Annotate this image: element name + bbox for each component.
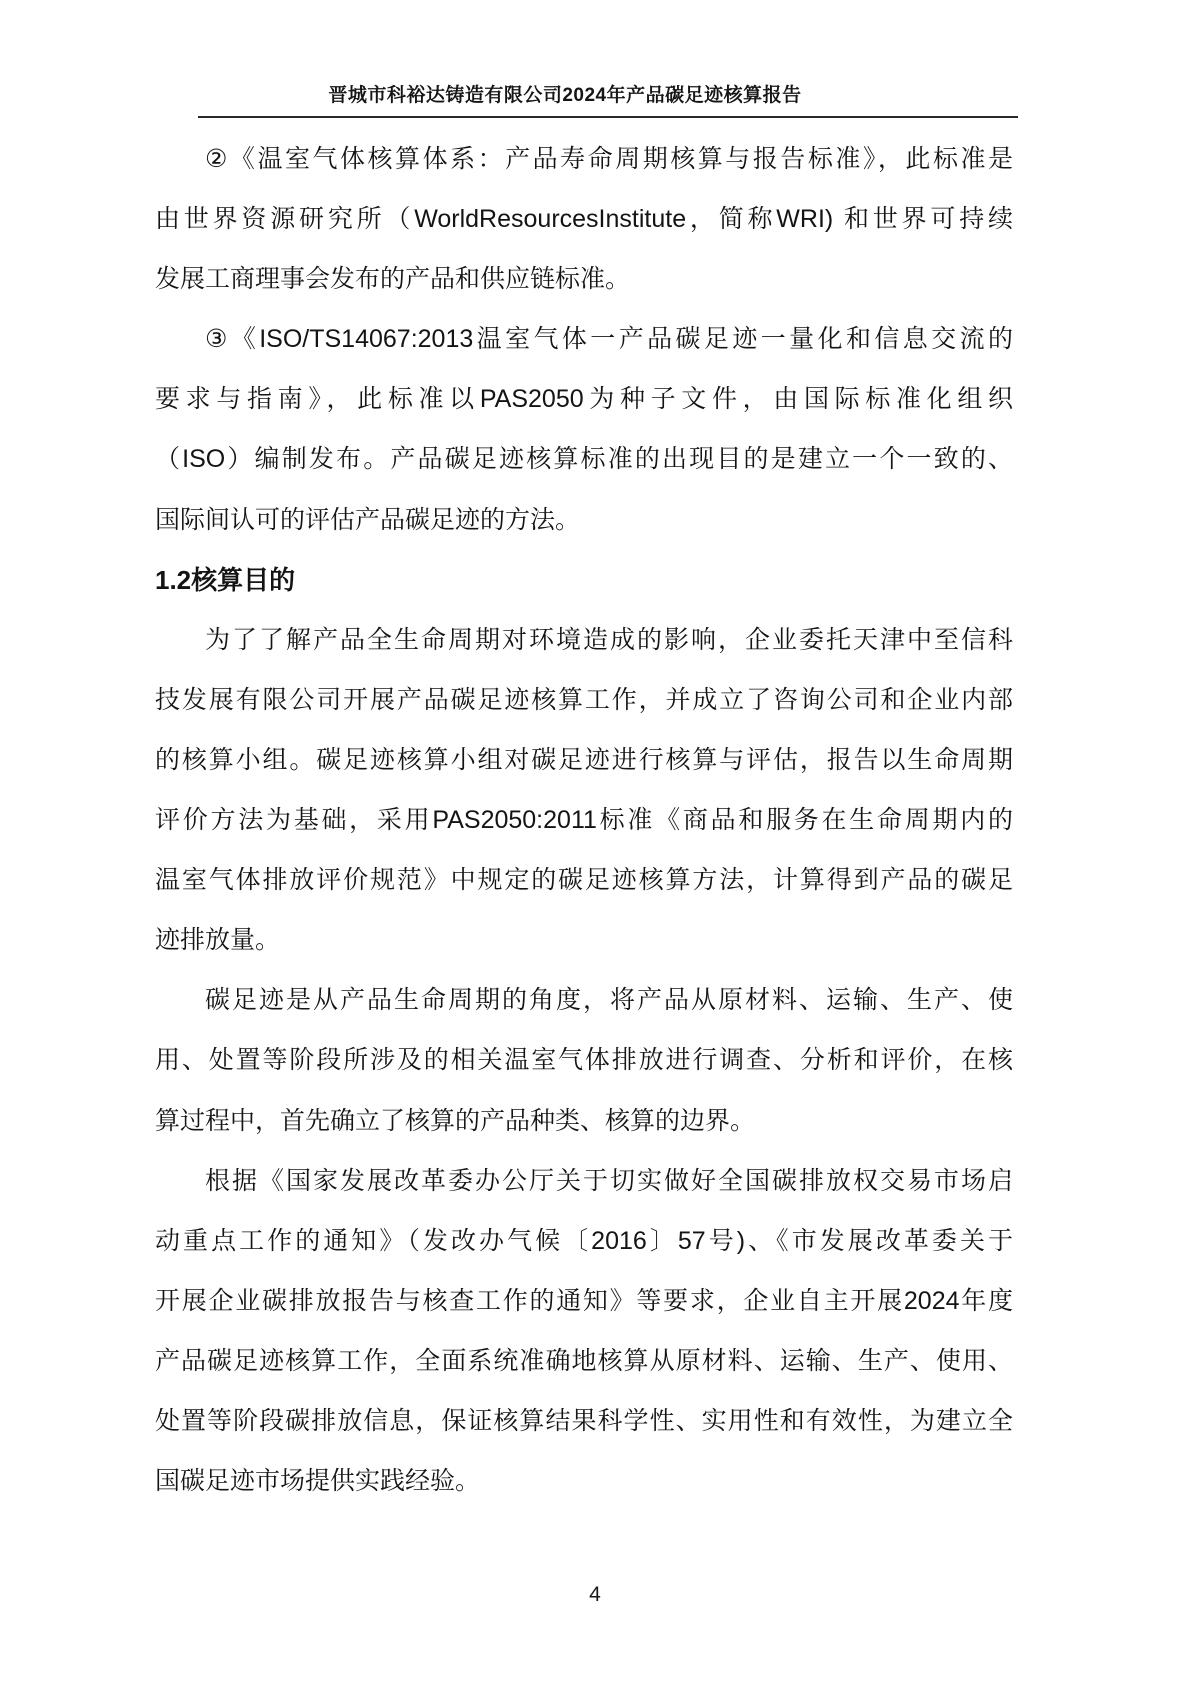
paragraph-line: 产品碳足迹核算工作，全面系统准确地核算从原材料、运输、生产、使用、 (155, 1346, 1013, 1375)
header-divider (198, 116, 1018, 118)
paragraph-line: （ISO）编制发布。产品碳足迹核算标准的出现目的是建立一个一致的、 (155, 445, 1013, 474)
paragraph-line: ③《ISO/TS14067:2013温室气体一产品碳足迹一量化和信息交流的 (205, 325, 1013, 354)
paragraph-line: 迹排放量。 (155, 926, 281, 955)
paragraph-line: 要求与指南》，此标准以PAS2050为种子文件，由国际标准化组织 (155, 385, 1013, 414)
paragraph-line: 国际间认可的评估产品碳足迹的方法。 (155, 505, 581, 534)
paragraph-line: ②《温室气体核算体系：产品寿命周期核算与报告标准》，此标准是 (205, 145, 1013, 173)
paragraph-line: 碳足迹是从产品生命周期的角度，将产品从原材料、运输、生产、使 (205, 986, 1013, 1015)
section-heading: 1.2核算目的 (155, 564, 296, 595)
paragraph-line: 的核算小组。碳足迹核算小组对碳足迹进行核算与评估，报告以生命周期 (155, 745, 1013, 774)
paragraph-line: 根据《国家发展改革委办公厅关于切实做好全国碳排放权交易市场启 (205, 1166, 1013, 1195)
paragraph-line: 开展企业碳排放报告与核查工作的通知》等要求，企业自主开展2024年度 (155, 1286, 1013, 1315)
document-body (155, 129, 1013, 1511)
page-header-title: 晋城市科裕达铸造有限公司2024年产品碳足迹核算报告 (328, 85, 802, 106)
page-number: 4 (589, 1583, 601, 1606)
paragraph-line: 评价方法为基础，采用PAS2050:2011标准《商品和服务在生命周期内的 (155, 806, 1013, 835)
paragraph-line: 发展工商理事会发布的产品和供应链标准。 (155, 265, 631, 294)
paragraph-line: 国碳足迹市场提供实践经验。 (155, 1467, 481, 1496)
paragraph-line: 温室气体排放评价规范》中规定的碳足迹核算方法，计算得到产品的碳足 (155, 866, 1013, 895)
paragraph-line: 技发展有限公司开展产品碳足迹核算工作，并成立了咨询公司和企业内部 (155, 685, 1013, 714)
paragraph-line: 由世界资源研究所（WorldResourcesInstitute，简称WRI) 和世界可持续 (155, 205, 1013, 234)
paragraph-line: 动重点工作的通知》（发改办气候〔2016〕57号)、《市发展改革委关于 (155, 1226, 1013, 1255)
paragraph-line: 处置等阶段碳排放信息，保证核算结果科学性、实用性和有效性，为建立全 (155, 1406, 1013, 1435)
paragraph-line: 算过程中，首先确立了核算的产品种类、核算的边界。 (155, 1106, 756, 1135)
paragraph-line: 用、处置等阶段所涉及的相关温室气体排放进行调查、分析和评价，在核 (155, 1046, 1013, 1075)
paragraph-line: 为了了解产品全生命周期对环境造成的影响，企业委托天津中至信科 (205, 625, 1013, 654)
